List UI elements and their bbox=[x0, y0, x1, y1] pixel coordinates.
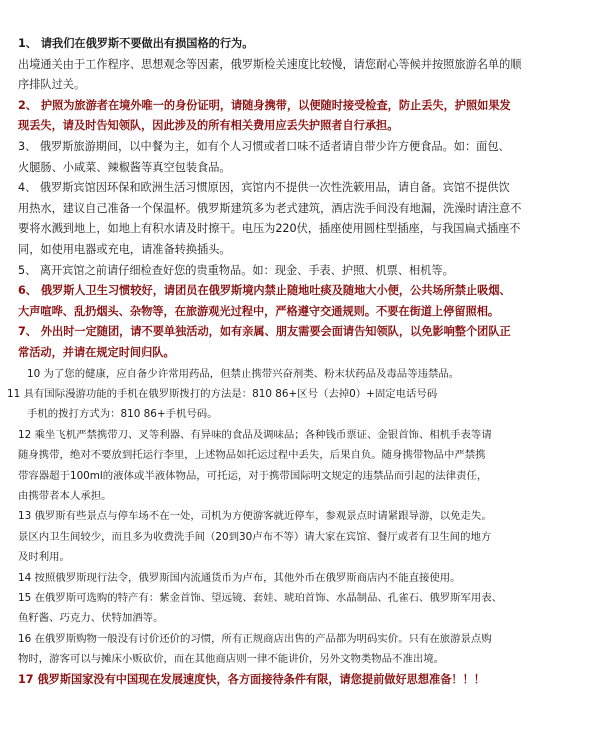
item-13-line-1: 13 俄罗斯有些景点与停车场不在一处，司机为方便游客就近停车，参观景点时请紧跟导游，以免走失。 bbox=[18, 510, 492, 523]
item-12-line-2: 随身携带，绝对不要放到托运行李里，上述物品如托运过程中丢失，后果自负。随身携带物品中严禁携 bbox=[18, 449, 486, 462]
item-4-line-1: 4、 俄罗斯宾馆因环保和欧洲生活习惯原因，宾馆内不提供一次性洗簌用品，请自备。宾馆不提供饮 bbox=[18, 181, 510, 195]
item-10-line-1: 10 为了您的健康，应自备少许常用药品，但禁止携带兴奋剂类、粉末状药品及毒品等违禁品。 bbox=[27, 367, 460, 380]
item-12-line-3: 带容器超于100ml的液体或半液体物品，可托运，对于携带国际明文规定的违禁品而引起的法律责任， bbox=[18, 469, 488, 482]
item-11-line-1: 11 具有国际漫游功能的手机在俄罗斯拨打的方法是：810 86+区号（去掉0）+固定电话号码 bbox=[7, 387, 438, 400]
item-11-line-2: 手机的拨打方式为：810 86+手机号码。 bbox=[27, 408, 218, 421]
item-12-line-1: 12 乘坐飞机严禁携带刀、叉等利器、有异味的食品及调味品；各种钱币票证、金银首饰、相机手表等请 bbox=[18, 428, 492, 441]
item-13-line-3: 及时利用。 bbox=[18, 551, 70, 564]
item-5-line-1: 5、 离开宾馆之前请仔细检查好您的贵重物品。如：现金、手表、护照、机票、相机等。 bbox=[18, 263, 454, 277]
item-customs-line-1: 出境通关由于工作程序、思想观念等因素，俄罗斯检关速度比较慢，请您耐心等候并按照旅游名单的顺 bbox=[18, 57, 522, 71]
item-16-line-2: 物时，游客可以与摊床小贩砍价，而在其他商店则一律不能讲价，另外文物类物品不准出境。 bbox=[18, 653, 445, 666]
item-17-line-1: 17 俄罗斯国家没有中国现在发展速度快，各方面接待条件有限，请您提前做好思想准备！！！ bbox=[18, 672, 485, 686]
item-12-line-4: 由携带者本人承担。 bbox=[18, 489, 112, 502]
item-6-line-2: 大声喧哗、乱扔烟头、杂物等，在旅游观光过程中，严格遵守交通规则。不要在街道上停留照相。 bbox=[18, 304, 500, 318]
item-15-line-1: 15 在俄罗斯可选购的特产有：紫金首饰、望远镜、套娃、琥珀首饰、水晶制品、孔雀石、俄罗斯军用表、 bbox=[18, 591, 503, 604]
item-4-line-3: 要将水溅到地上，如地上有积水请及时擦干。电压为220伏，插座使用圆柱型插座，与我国扁式插座不 bbox=[18, 222, 521, 236]
item-3-line-1: 3、 俄罗斯旅游期间，以中餐为主，如有个人习惯或者口味不适者请自带少许方便食品。如：面包、 bbox=[18, 139, 510, 153]
item-13-line-2: 景区内卫生间较少，而且多为收费洗手间（20到30卢布不等）请大家在宾馆、餐厅或者有卫生间的地方 bbox=[18, 530, 492, 543]
item-14-line-1: 14 按照俄罗斯现行法令，俄罗斯国内流通货币为卢布，其他外币在俄罗斯商店内不能直接使用。 bbox=[18, 571, 461, 584]
item-15-line-2: 鱼籽酱、巧克力、伏特加酒等。 bbox=[18, 612, 164, 625]
item-6-line-1: 6、 俄罗斯人卫生习惯较好，请团员在俄罗斯境内禁止随地吐痰及随地大小便，公共场所禁止吸烟、 bbox=[18, 284, 511, 298]
item-16-line-1: 16 在俄罗斯购物一般没有讨价还价的习惯，所有正规商店出售的产品都为明码实价。只有在旅游景点购 bbox=[18, 632, 492, 645]
item-4-line-4: 同，如使用电器或充电，请准备转换插头。 bbox=[18, 242, 231, 256]
item-7-line-1: 7、 外出时一定随团，请不要单独活动，如有亲属、朋友需要会面请告知领队，以免影响整个团队正 bbox=[18, 325, 511, 339]
item-1-line-1: 1、 请我们在俄罗斯不要做出有损国格的行为。 bbox=[18, 37, 254, 50]
item-2-line-2: 现丢失，请及时告知领队，因此涉及的所有相关费用应丢失护照者自行承担。 bbox=[18, 119, 399, 133]
item-3-line-2: 火腿肠、小咸菜、辣椒酱等真空包装食品。 bbox=[18, 160, 231, 174]
item-4-line-2: 用热水，建议自己准备一个保温杯。俄罗斯建筑多为老式建筑，酒店洗手间没有地漏，洗澡时请注意不 bbox=[18, 201, 522, 215]
item-2-line-1: 2、 护照为旅游者在境外唯一的身份证明，请随身携带，以便随时接受检查，防止丢失，护照如果发 bbox=[18, 98, 511, 112]
item-customs-line-2: 序排队过关。 bbox=[18, 78, 86, 92]
item-7-line-2: 常活动，并请在规定时间归队。 bbox=[18, 345, 175, 359]
